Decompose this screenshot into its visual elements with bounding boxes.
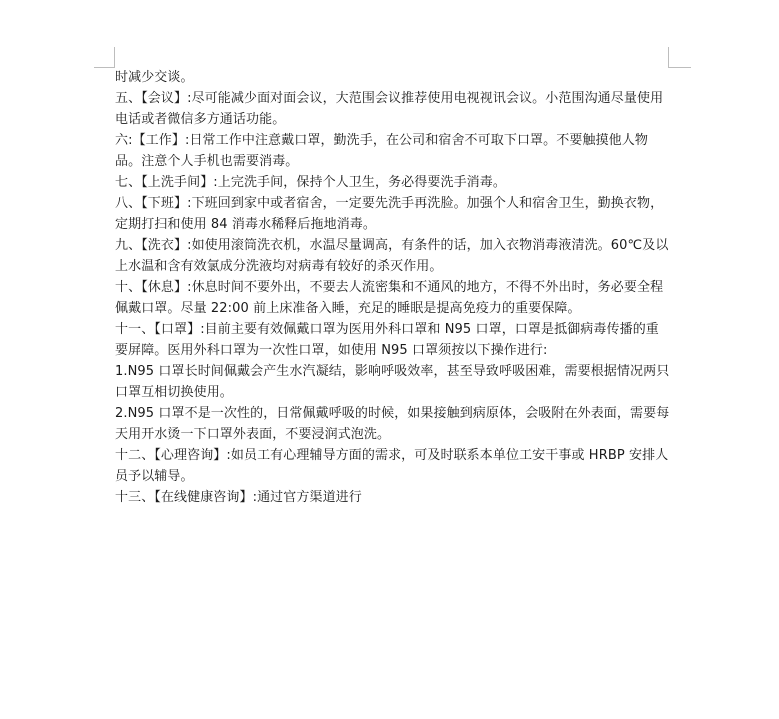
paragraph-mask-item-2: 2.N95 口罩不是一次性的，日常佩戴呼吸的时候，如果接触到病原体，会吸附在外表面，需要每天用开水烫一下口罩外表面，不要浸润式泡洗。 bbox=[115, 406, 670, 442]
paragraph-off-work: 八、【下班】:下班回到家中或者宿舍，一定要先洗手再洗脸。加强个人和宿舍卫生，勤换衣物，定期打扫和使用 84 消毒水稀释后拖地消毒。 bbox=[115, 196, 664, 232]
paragraph-counseling: 十二、【心理咨询】:如员工有心理辅导方面的需求，可及时联系本单位工安干事或 HRBP 安排人员予以辅导。 bbox=[115, 448, 669, 484]
top-left-margin-mark bbox=[94, 47, 115, 68]
paragraph-rest: 十、【休息】:休息时间不要外出，不要去人流密集和不通风的地方，不得不外出时，务必要全程佩戴口罩。尽量 22:00 前上床准备入睡，充足的睡眠是提高免疫力的重要保障。 bbox=[115, 280, 664, 316]
paragraph-continuation: 时减少交谈。 bbox=[115, 70, 194, 85]
paragraph-meeting: 五、【会议】:尽可能减少面对面会议，大范围会议推荐使用电视视讯会议。小范围沟通尽量使用电话或者微信多方通话功能。 bbox=[115, 91, 664, 127]
paragraph-restroom: 七、【上洗手间】:上完洗手间，保持个人卫生，务必得要洗手消毒。 bbox=[115, 175, 506, 190]
paragraph-mask: 十一、【口罩】:目前主要有效佩戴口罩为医用外科口罩和 N95 口罩，口罩是抵御病毒传播的重要屏障。医用外科口罩为一次性口罩，如使用 N95 口罩须按以下操作进行: bbox=[115, 322, 659, 358]
paragraph-work: 六:【工作】:日常工作中注意戴口罩，勤洗手，在公司和宿舍不可取下口罩。不要触摸他人物品。注意个人手机也需要消毒。 bbox=[115, 133, 648, 169]
paragraph-laundry: 九、【洗衣】:如使用滚筒洗衣机，水温尽量调高，有条件的话，加入衣物消毒液清洗。60℃及以上水温和含有效氯成分洗液均对病毒有较好的杀灭作用。 bbox=[115, 238, 669, 274]
paragraph-online-consult: 十三、【在线健康咨询】:通过官方渠道进行 bbox=[115, 490, 362, 505]
top-right-margin-mark bbox=[668, 47, 691, 68]
paragraph-mask-item-1: 1.N95 口罩长时间佩戴会产生水汽凝结，影响呼吸效率，甚至导致呼吸困难，需要根据情况两只口罩互相切换使用。 bbox=[115, 364, 670, 400]
document-body[interactable] bbox=[115, 67, 670, 508]
